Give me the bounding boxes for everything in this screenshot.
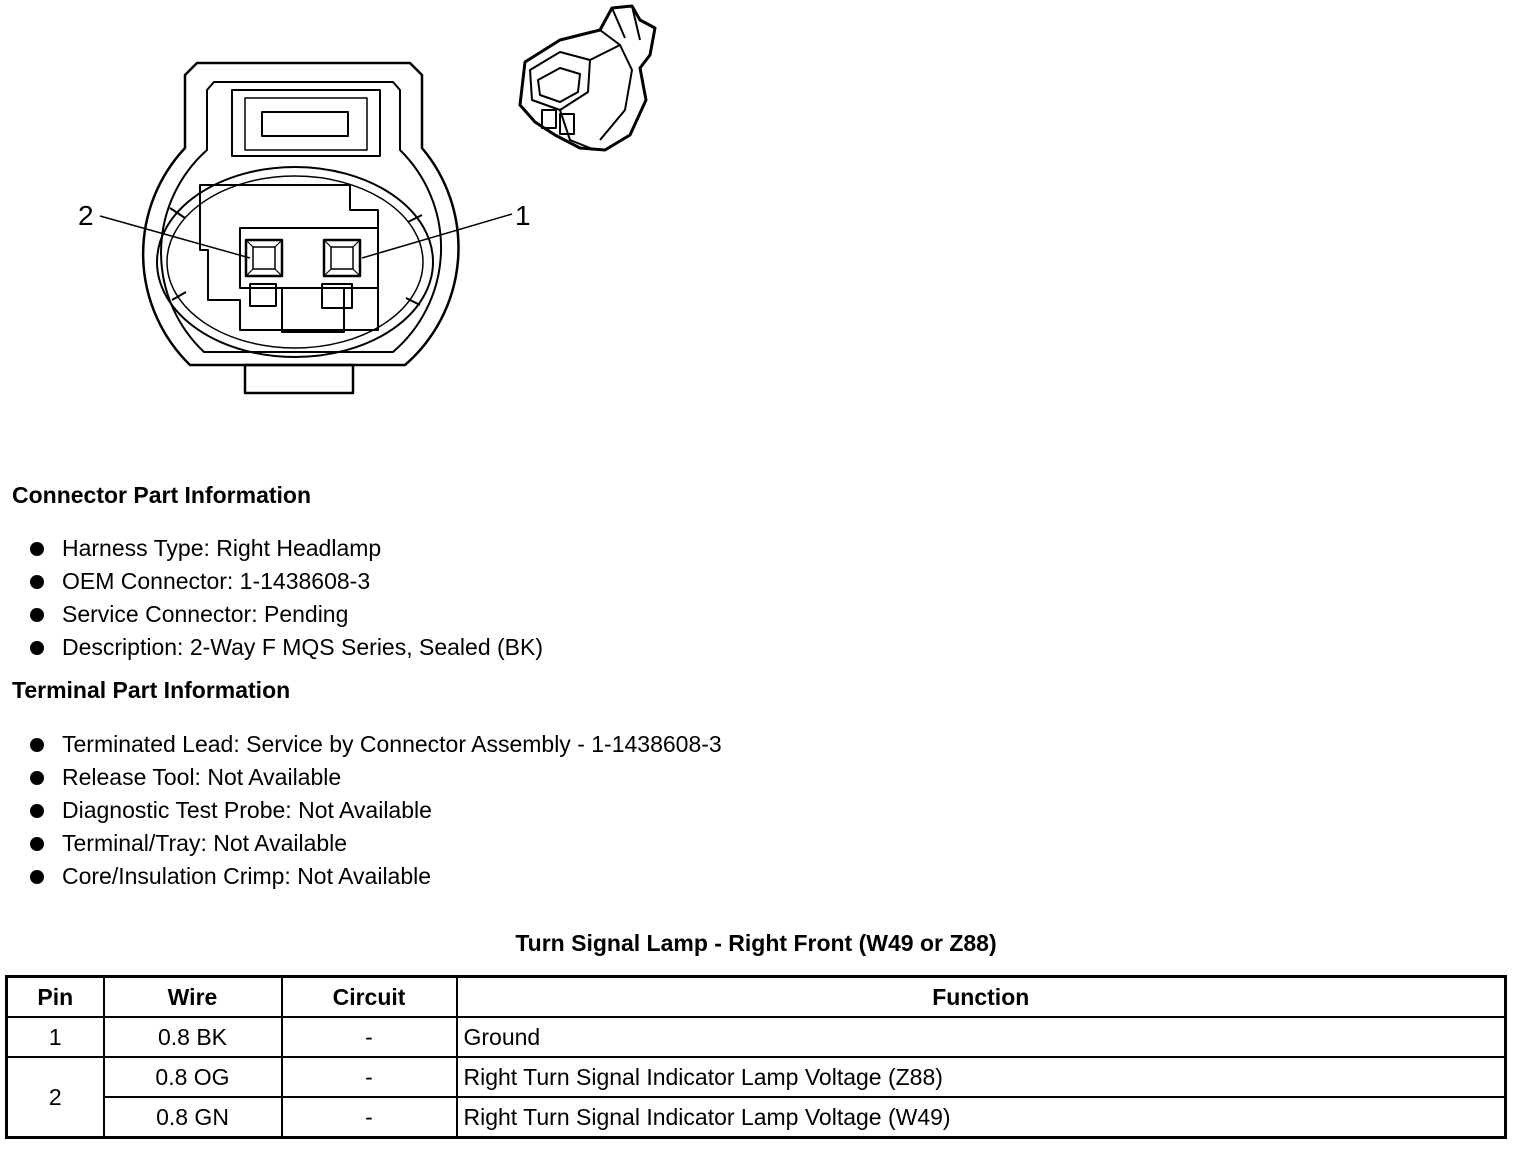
bullet-icon [30, 837, 44, 851]
list-item: Description: 2-Way F MQS Series, Sealed (BK) [28, 631, 543, 664]
pin-2-callout: 2 [78, 200, 94, 231]
connector-illustration [0, 0, 700, 420]
pin-table-title: Turn Signal Lamp - Right Front (W49 or Z88) [515, 930, 997, 956]
circuit-cell: - [282, 1017, 457, 1057]
bullet-icon [30, 542, 44, 556]
circuit-cell: - [282, 1057, 457, 1097]
table-row [7, 1097, 1506, 1138]
connector-part-info-heading: Connector Part Information [12, 482, 312, 508]
function-cell: Ground [457, 1017, 1506, 1057]
wire-cell: 0.8 BK [104, 1017, 282, 1057]
bullet-icon [30, 641, 44, 655]
wire-cell: 0.8 GN [104, 1097, 282, 1138]
bullet-icon [30, 575, 44, 589]
list-item: Release Tool: Not Available [28, 761, 722, 794]
table-row [7, 1017, 1506, 1057]
connector-part-info-list [28, 532, 543, 664]
table-row [7, 1057, 1506, 1097]
list-item: Service Connector: Pending [28, 598, 543, 631]
connector-3d-view [520, 6, 655, 150]
table-header-row [7, 977, 1506, 1018]
connector-latch [232, 90, 380, 156]
pin-1-callout: 1 [515, 200, 531, 231]
function-cell: Right Turn Signal Indicator Lamp Voltage (W49) [457, 1097, 1506, 1138]
connector-bottom-tab [245, 365, 353, 393]
list-item: Diagnostic Test Probe: Not Available [28, 794, 722, 827]
pin-table [5, 975, 1507, 1139]
bullet-icon [30, 738, 44, 752]
column-header-function: Function [457, 977, 1506, 1018]
column-header-wire: Wire [104, 977, 282, 1018]
column-header-circuit: Circuit [282, 977, 457, 1018]
bullet-icon [30, 771, 44, 785]
bullet-icon [30, 608, 44, 622]
list-item: Harness Type: Right Headlamp [28, 532, 543, 565]
terminal-part-info-heading: Terminal Part Information [12, 677, 291, 703]
bullet-icon [30, 870, 44, 884]
list-item: Terminated Lead: Service by Connector Assembly - 1-1438608-3 [28, 728, 722, 761]
connector-face-diagram [0, 0, 700, 420]
pin-1-leader-line [362, 214, 512, 258]
list-item: OEM Connector: 1-1438608-3 [28, 565, 543, 598]
connector-housing-outline [143, 63, 458, 365]
terminal-part-info-list [28, 728, 722, 893]
function-cell: Right Turn Signal Indicator Lamp Voltage (Z88) [457, 1057, 1506, 1097]
list-item: Core/Insulation Crimp: Not Available [28, 860, 722, 893]
column-header-pin: Pin [7, 977, 104, 1018]
pin-2-leader-line [100, 216, 250, 258]
list-item: Terminal/Tray: Not Available [28, 827, 722, 860]
pin-cell: 1 [7, 1017, 104, 1057]
connector-seal-ring [157, 167, 433, 357]
wire-cell: 0.8 OG [104, 1057, 282, 1097]
circuit-cell: - [282, 1097, 457, 1138]
bullet-icon [30, 804, 44, 818]
pin-cell: 2 [7, 1057, 104, 1138]
